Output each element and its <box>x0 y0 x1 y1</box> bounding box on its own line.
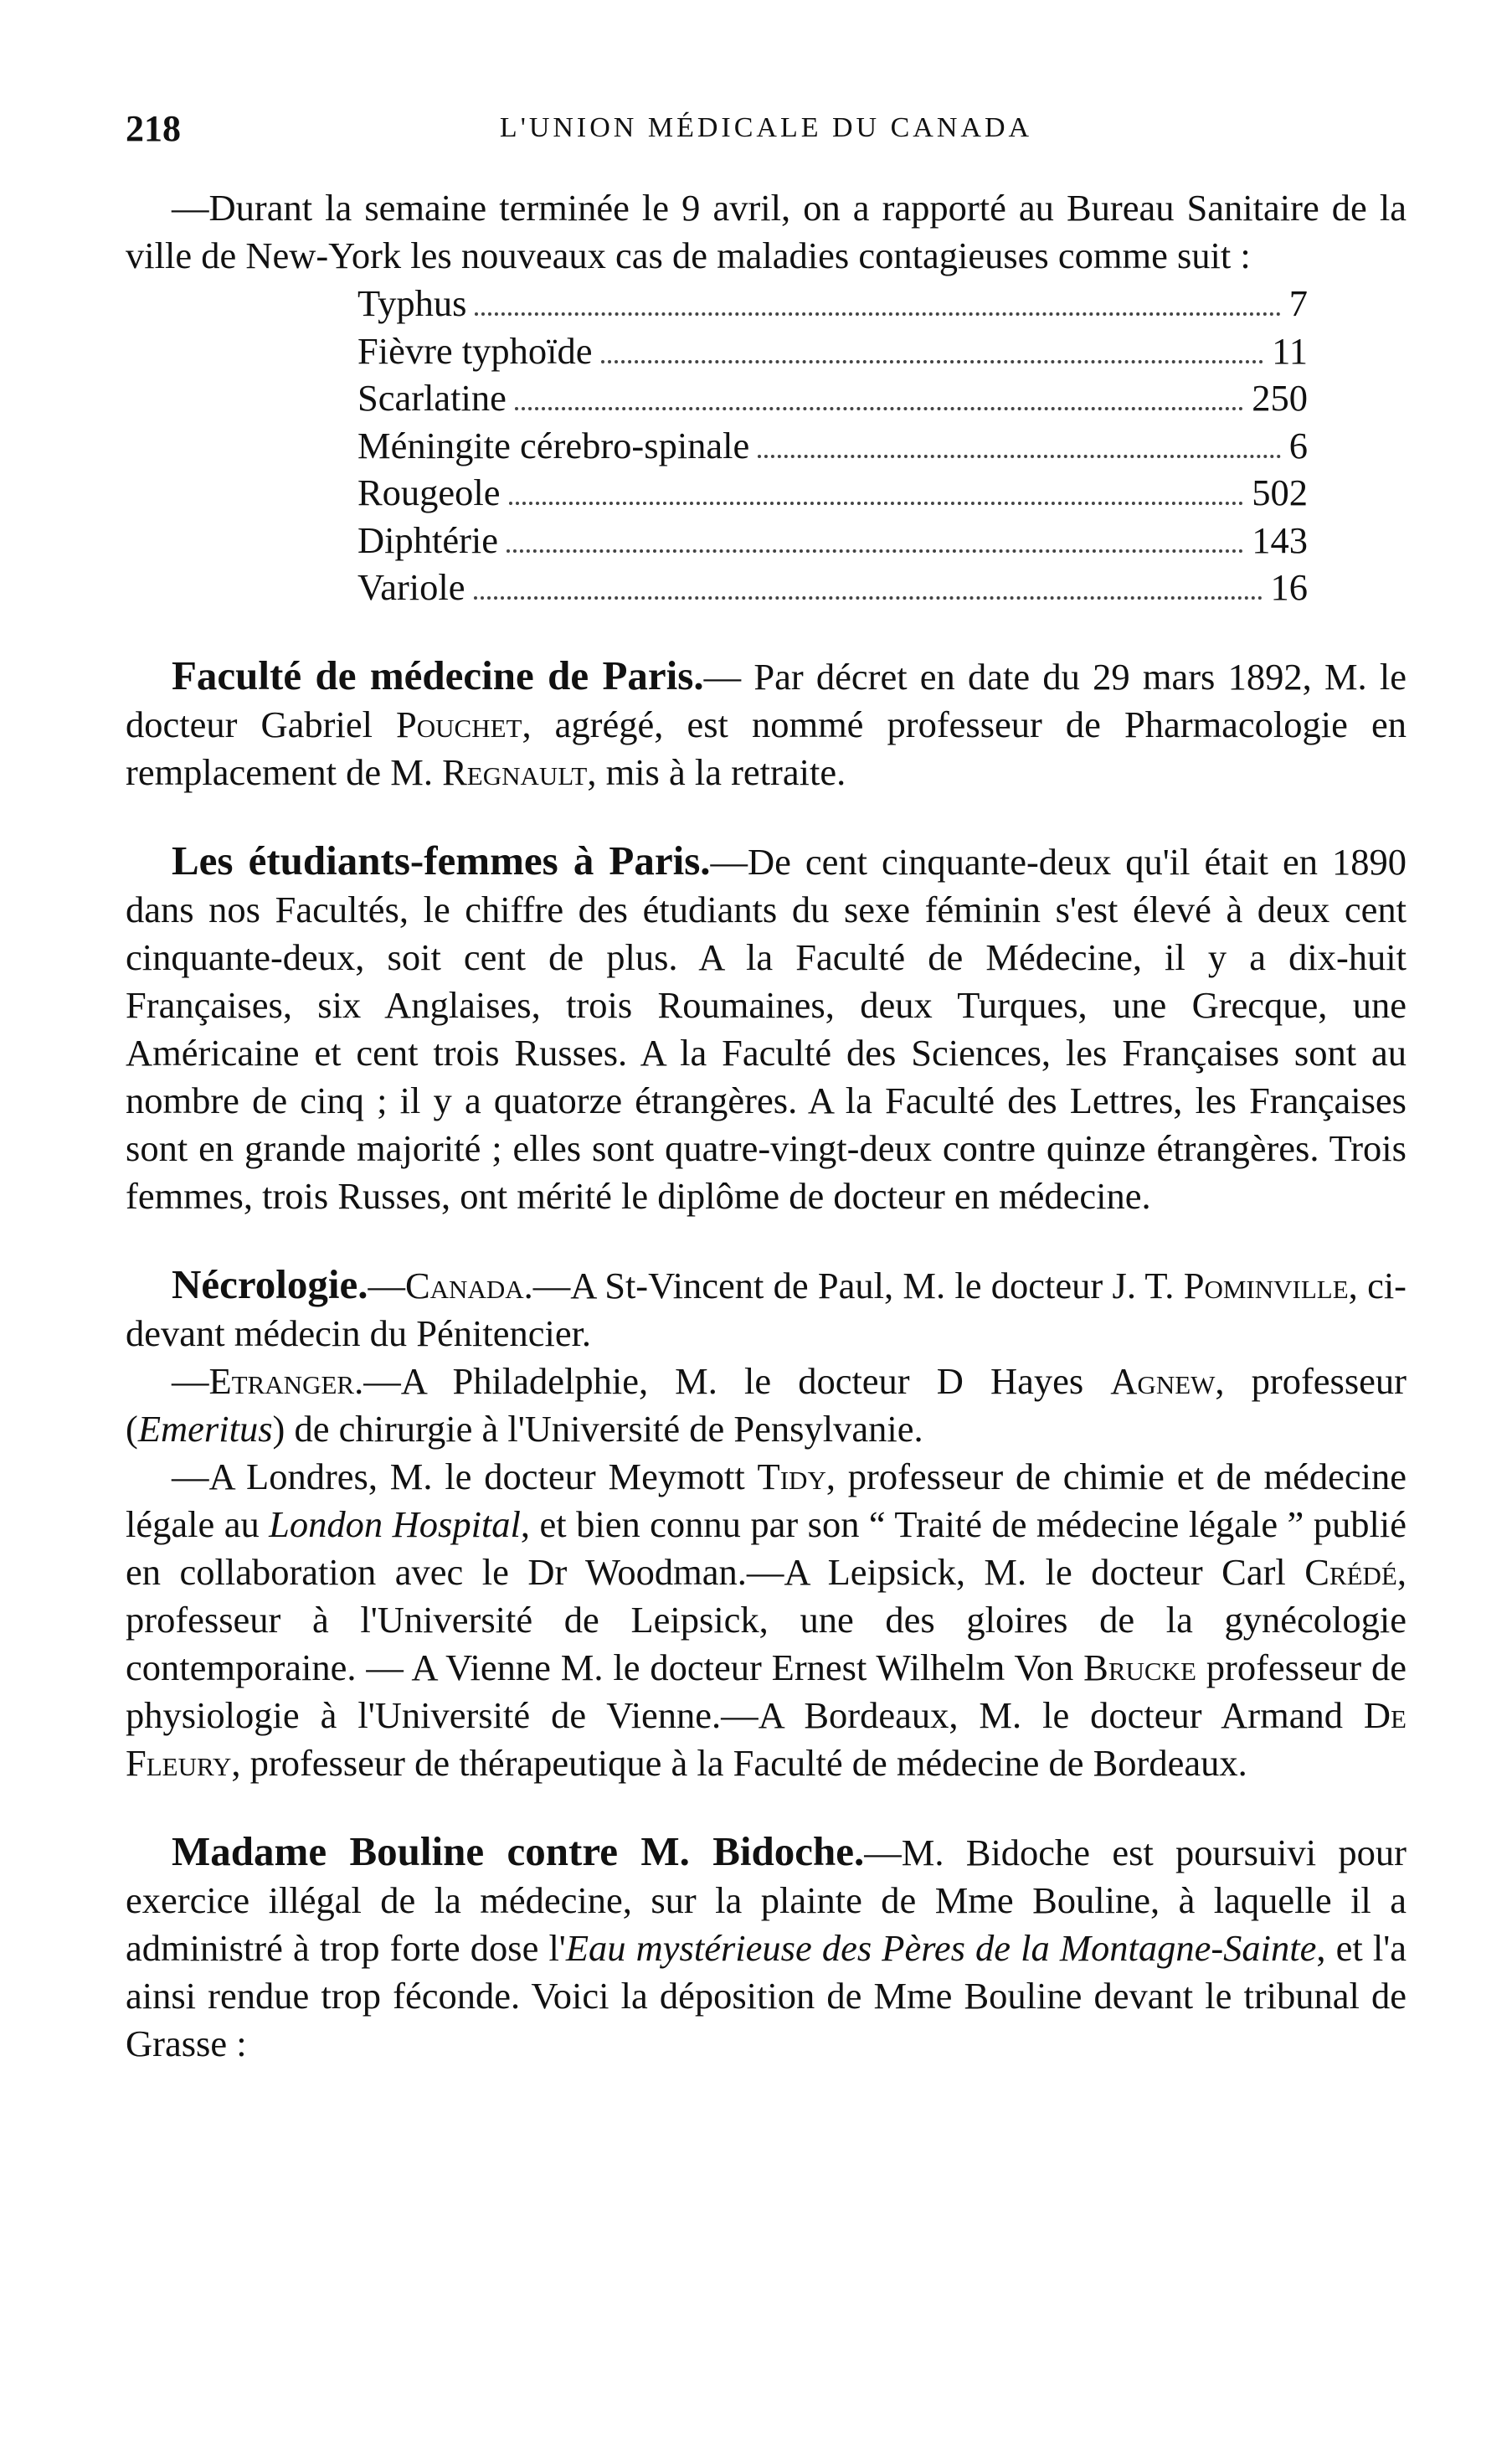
bouline-paragraph <box>126 1827 1407 2068</box>
person-name: Crédé <box>1304 1550 1397 1593</box>
person-name: Agnew <box>1110 1359 1216 1402</box>
necrologie-text: professeur de physiologie à l'Université de Vienne.—A Bordeaux, M. le docteur Armand <box>126 1646 1407 1736</box>
case-count: 143 <box>1252 518 1308 561</box>
person-name: Regnault <box>442 750 588 793</box>
dot-leader <box>474 596 1263 600</box>
hospital-name: London Hospital <box>269 1502 521 1545</box>
journal-page <box>126 100 1407 2395</box>
stats-row <box>357 564 1308 611</box>
faculte-text: , mis à la retraite. <box>587 750 846 793</box>
stats-row <box>357 517 1308 564</box>
case-count: 7 <box>1288 282 1308 324</box>
case-count: 11 <box>1272 329 1308 372</box>
disease-stats-list <box>357 280 1308 611</box>
case-count: 16 <box>1270 566 1308 608</box>
necrologie-text: , professeur de thérapeutique à la Faculté de médecine de Bordeaux. <box>231 1741 1247 1784</box>
case-count: 250 <box>1252 377 1308 419</box>
necrologie-londres-paragraph <box>126 1453 1407 1787</box>
page-number: 218 <box>126 108 181 149</box>
faculte-title: Faculté de médecine de Paris. <box>172 652 704 698</box>
etudiants-title: Les étudiants-femmes à Paris. <box>172 837 711 884</box>
stats-row <box>357 422 1308 470</box>
necrologie-etranger-paragraph <box>126 1358 1407 1453</box>
dot-leader <box>507 549 1243 553</box>
remedy-name: Eau mystérieuse des Pères de la Montagne-Sainte <box>565 1926 1317 1969</box>
stats-row <box>357 280 1308 327</box>
necrologie-text: ) de chirurgie à l'Université de Pensylvanie. <box>272 1407 923 1450</box>
dot-leader <box>509 502 1244 505</box>
stats-row <box>357 374 1308 422</box>
necrologie-text: , professeur ( <box>126 1359 1407 1450</box>
necrologie-text: —A Londres, M. le docteur Meymott <box>172 1455 758 1497</box>
bouline-text: —M. Bidoche est poursuivi pour exercice illégal de la médecine, sur la plainte de Mme Bouline, à laquelle il a administré à trop forte dose l' <box>126 1831 1407 1969</box>
journal-title: L'UNION MÉDICALE DU CANADA <box>499 112 1033 143</box>
disease-name: Rougeole <box>357 471 501 513</box>
disease-name: Scarlatine <box>357 377 507 419</box>
case-count: 6 <box>1288 424 1308 466</box>
necrologie-paragraph <box>126 1260 1407 1358</box>
running-head <box>126 100 1407 159</box>
region-label: Canada <box>404 1264 524 1306</box>
necrologie-text: — <box>172 1359 209 1402</box>
stats-row <box>357 327 1308 375</box>
necrologie-text: , et bien connu par son “ Traité de médecine légale ” publié en collaboration avec le Dr Woodman.—A Leipsick, M. le docteur Carl <box>126 1502 1407 1593</box>
dot-leader <box>758 455 1280 458</box>
necrologie-text: .—A Philadelphie, M. le docteur D Hayes <box>354 1359 1111 1402</box>
etudiants-paragraph <box>126 837 1407 1220</box>
region-label: Etranger <box>208 1359 355 1402</box>
person-name: Pouchet <box>396 703 522 745</box>
faculte-paragraph <box>126 652 1407 796</box>
etudiants-text: —De cent cinquante-deux qu'il était en 1890 dans nos Facultés, le chiffre des étudiants du sexe féminin s'est élevé à deux cent cinquante-deux, soit cent de plus. A la Faculté de Médecine, il y a dix-huit Françaises, six Anglaises, trois Roumaines, deux Turques, une Grecque, une Américaine et cent trois Russes. A la Faculté des Sciences, les Françaises sont au nombre de cinq ; il y a quatorze étrangères. A la Faculté des Lettres, les Françaises sont en grande majorité ; elles sont quatre-vingt-deux contre quinze étrangères. Trois femmes, trois Russes, ont mérité le diplôme de docteur en médecine. <box>126 840 1407 1217</box>
emeritus-term: Emeritus <box>137 1407 273 1450</box>
faculte-text: — Par décret en date du 29 mars 1892, M. le docteur Gabriel <box>126 655 1407 745</box>
dot-leader <box>475 312 1280 316</box>
necrologie-text: , ci-devant médecin du Pénitencier. <box>126 1264 1407 1354</box>
disease-name: Méningite cérebro-spinale <box>357 424 750 466</box>
person-name: De Fleury <box>126 1693 1407 1784</box>
necrologie-text: — <box>368 1264 405 1306</box>
necrologie-text: .—A St-Vincent de Paul, M. le docteur J. T. <box>523 1264 1184 1306</box>
intro-paragraph: —Durant la semaine terminée le 9 avril, on a rapporté au Bureau Sanitaire de la ville de New-York les nouveaux cas de maladies contagieuses comme suit : <box>126 187 1407 276</box>
disease-name: Diphtérie <box>357 518 499 561</box>
necrologie-title: Nécrologie. <box>172 1260 368 1307</box>
bouline-text: , et l'a ainsi rendue trop féconde. Voici la déposition de Mme Bouline devant le tribunal de Grasse : <box>126 1926 1407 2064</box>
dot-leader <box>601 360 1264 363</box>
bouline-title: Madame Bouline contre M. Bidoche. <box>172 1827 865 1874</box>
faculte-text: , agrégé, est nommé professeur de Pharmacologie en remplacement de M. <box>126 703 1407 793</box>
necrologie-text: , professeur de chimie et de médecine légale au <box>126 1455 1407 1545</box>
necrologie-text: , professeur à l'Université de Leipsick, une des gloires de la gynécologie contemporaine. — A Vienne M. le docteur Ernest Wilhelm Von <box>126 1550 1407 1688</box>
disease-name: Fièvre typhoïde <box>357 329 593 372</box>
person-name: Pominville <box>1183 1264 1349 1306</box>
person-name: Tidy <box>757 1455 826 1497</box>
disease-name: Typhus <box>357 282 467 324</box>
case-count: 502 <box>1252 471 1308 513</box>
stats-row <box>357 469 1308 517</box>
disease-name: Variole <box>357 566 465 608</box>
person-name: Brucke <box>1083 1646 1196 1688</box>
dot-leader <box>515 407 1243 410</box>
